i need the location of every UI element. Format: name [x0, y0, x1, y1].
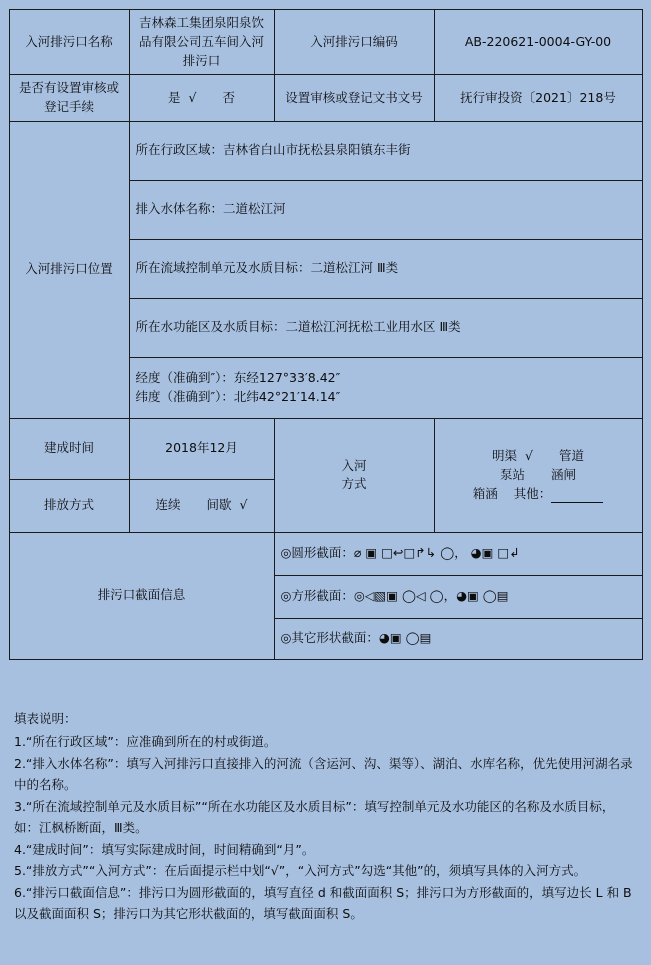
option-pipe[interactable]: 管道: [558, 448, 584, 464]
discharge-outlet-form: [9, 9, 643, 660]
section-info-label: 排污口截面信息: [9, 532, 274, 659]
approval-label: 是否有设置审核或登记手续: [9, 75, 129, 122]
instruction-item: 6.“排污口截面信息”：排污口为圆形截面的，填写直径 d 和截面面积 S；排污口为方形截面的，填写边长 L 和 B 以及截面面积 S；排污口为其它形状截面的，填写截面面积 S。: [14, 884, 632, 922]
option-box-culvert[interactable]: 箱涵: [472, 485, 498, 501]
section-rectangular: ◎方形截面：◎◁▧▣ ◯◁ ◯，◕▣ ◯▤: [274, 575, 642, 618]
inflow-method-label: [274, 418, 434, 532]
option-intermittent-checkmark: √: [239, 497, 248, 513]
table-row: [9, 10, 642, 75]
approval-yes-checkmark: √: [188, 89, 197, 105]
option-culvert-gate[interactable]: 涵闸: [551, 466, 577, 482]
build-time-label: 建成时间: [9, 418, 129, 479]
instructions-title: 填表说明：: [14, 710, 77, 726]
table-row: [9, 418, 642, 479]
table-row: [9, 75, 642, 122]
option-open-channel[interactable]: 明渠: [492, 448, 518, 464]
option-intermittent[interactable]: 间歇: [206, 497, 232, 513]
instruction-item: 3.“所在流域控制单元及水质目标”“所在水功能区及水质目标”：填写控制单元及水功能区的名称及水质目标，如：江枫桥断面，Ⅲ类。: [14, 798, 615, 836]
section-other: ◎其它形状截面：◕▣ ◯▤: [274, 618, 642, 659]
inflow-method-options[interactable]: [434, 418, 642, 532]
inflow-method-label-line1: 入河: [341, 457, 367, 473]
location-admin-region: 所在行政区域：吉林省白山市抚松县泉阳镇东丰街: [129, 121, 642, 180]
approval-doc-label: 设置审核或登记文书文号: [274, 75, 434, 122]
outlet-name-value: 吉林森工集团泉阳泉饮品有限公司五车间入河排污口: [129, 10, 274, 75]
instruction-item: 5.“排放方式”“入河方式”：在后面提示栏中划“√”，“入河方式”勾选“其他”的，须填写具体的入河方式。: [14, 863, 587, 879]
inflow-method-line-1: [441, 447, 636, 466]
build-time-value: 2018年12月: [129, 418, 274, 479]
outlet-code-value: AB-220621-0004-GY-00: [434, 10, 642, 75]
approval-no[interactable]: 否: [222, 89, 235, 105]
outlet-code-label: 入河排污口编码: [274, 10, 434, 75]
instruction-item: 1.“所在行政区域”：应准确到所在的村或街道。: [14, 734, 277, 750]
option-other-blank[interactable]: [551, 491, 603, 503]
option-continuous[interactable]: 连续: [155, 497, 181, 513]
option-other[interactable]: 其他：: [513, 485, 552, 501]
location-coordinates: [129, 357, 642, 418]
approval-choice[interactable]: [129, 75, 274, 122]
table-row: [9, 121, 642, 180]
instruction-item: 4.“建成时间”：填写实际建成时间，时间精确到“月”。: [14, 841, 315, 857]
inflow-method-line-2: [441, 466, 636, 485]
form-instructions: [14, 708, 637, 925]
instruction-item: 2.“排入水体名称”：填写入河排污口直接排入的河流（含运河、沟、渠等）、湖泊、水库名称，优先使用河湖名录中的名称。: [14, 755, 633, 793]
inflow-method-line-3: [441, 485, 636, 504]
approval-yes[interactable]: 是: [168, 89, 181, 105]
outlet-name-label: 入河排污口名称: [9, 10, 129, 75]
location-control-unit: 所在流域控制单元及水质目标：二道松江河 Ⅲ类: [129, 239, 642, 298]
approval-doc-value: 抚行审投资〔2021〕218号: [434, 75, 642, 122]
inflow-method-label-line2: 方式: [341, 476, 367, 492]
location-label: 入河排污口位置: [9, 121, 129, 418]
location-water-body: 排入水体名称：二道松江河: [129, 180, 642, 239]
location-function-zone: 所在水功能区及水质目标：二道松江河抚松工业用水区 Ⅲ类: [129, 298, 642, 357]
discharge-mode-options[interactable]: [129, 479, 274, 532]
table-row: [9, 532, 642, 575]
coordinate-longitude: 经度（准确到″）：东经127°33′8.42″: [135, 370, 341, 385]
coordinate-latitude: 纬度（准确到″）：北纬42°21′14.14″: [135, 388, 341, 404]
section-circular: ◎圆形截面：⌀ ▣ □↩□↱↳ ◯， ◕▣ □↲: [274, 532, 642, 575]
option-open-channel-checkmark: √: [525, 448, 533, 464]
discharge-mode-label: 排放方式: [9, 479, 129, 532]
option-pump-station[interactable]: 泵站: [499, 466, 525, 482]
